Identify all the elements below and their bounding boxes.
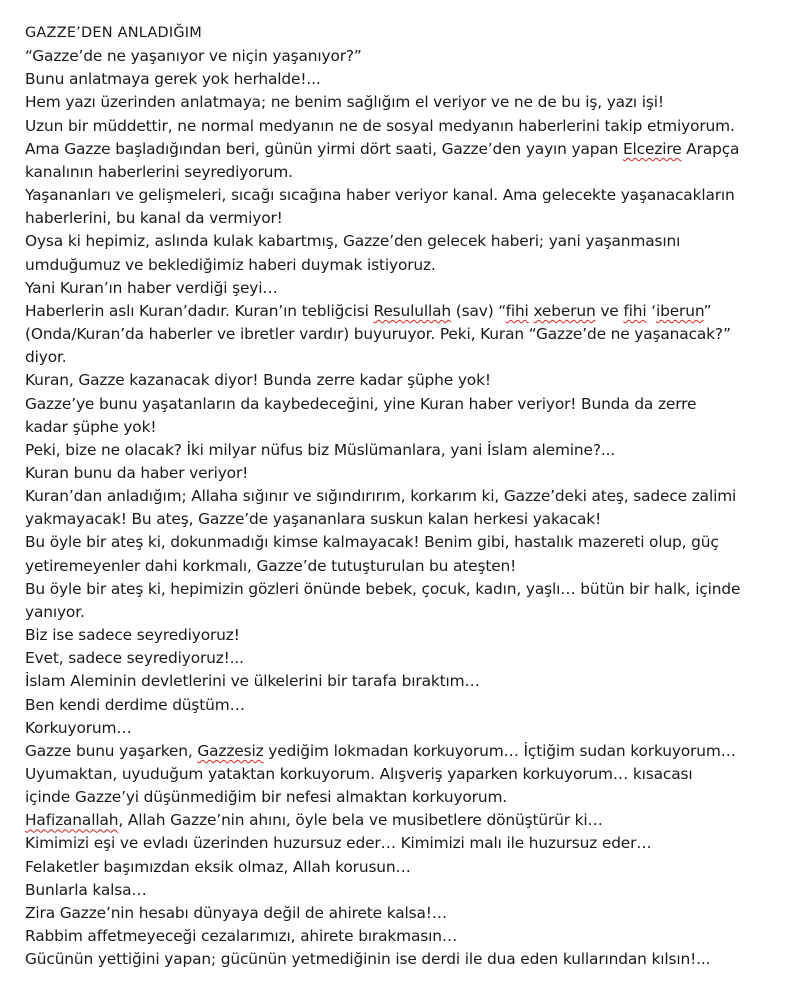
spellcheck-flag: fihi xyxy=(623,301,647,320)
text-line: Bunlarla kalsa… xyxy=(25,880,147,899)
text-line: Yaşananları ve gelişmeleri, sıcağı sıcağına haber veriyor kanal. Ama gelecekte yaşanacakların xyxy=(25,186,735,205)
spellcheck-flag: Hafizanallah xyxy=(25,811,119,830)
text-line: içinde Gazze’yi düşünmediğim bir nefesi almaktan korkuyorum. xyxy=(25,788,508,807)
spellcheck-flag: fihi xyxy=(505,301,529,320)
text-line: (Onda/Kuran’da haberler ve ibretler vardır) buyuruyor. Peki, Kuran “Gazze’de ne yaşanacak?” xyxy=(25,325,731,344)
text-line: Kuran’dan anladığım; Allaha sığınır ve sığındırırım, korkarım ki, Gazze’deki ateş, sadece zalimi xyxy=(25,487,737,506)
spellcheck-flag: xeberun xyxy=(533,301,596,320)
document-body xyxy=(25,22,783,971)
text-line: Oysa ki hepimiz, aslında kulak kabartmış, Gazze’den gelecek haberi; yani yaşanmasını xyxy=(25,232,681,251)
text-line: Gücünün yettiğini yapan; gücünün yetmediğinin ise derdi ile dua eden kullarından kılsın!... xyxy=(25,950,711,969)
spellcheck-flag: Gazzesiz xyxy=(197,741,264,760)
text-line: Haberlerin aslı Kuran’dadır. Kuran’ın tebliğcisi Resulullah (sav) “fihi xeberun ve fihi ‘iberun” xyxy=(25,301,712,320)
text-line: İslam Aleminin devletlerini ve ülkelerini bir tarafa bıraktım… xyxy=(25,672,480,691)
text-line: Rabbim affetmeyeceği cezalarımızı, ahirete bırakmasın… xyxy=(25,927,458,946)
text-line: yanıyor. xyxy=(25,602,85,621)
text-line: Peki, bize ne olacak? İki milyar nüfus biz Müslümanlara, yani İslam alemine?... xyxy=(25,440,616,459)
text-line: yetiremeyenler dahi korkmalı, Gazze’de tutuşturulan bu ateşten! xyxy=(25,556,517,575)
text-line: Korkuyorum… xyxy=(25,718,132,737)
text-line: Bunu anlatmaya gerek yok herhalde!... xyxy=(25,70,321,89)
text-line: yakmayacak! Bu ateş, Gazze’de yaşananlara suskun kalan herkesi yakacak! xyxy=(25,510,602,529)
text-line: Felaketler başımızdan eksik olmaz, Allah korusun… xyxy=(25,857,411,876)
text-line: Hafizanallah, Allah Gazze’nin ahını, öyle bela ve musibetlere dönüştürür ki… xyxy=(25,811,603,830)
text-line: Evet, sadece seyrediyoruz!... xyxy=(25,649,244,668)
text-line: kanalının haberlerini seyrediyorum. xyxy=(25,162,293,181)
text-line: Bu öyle bir ateş ki, hepimizin gözleri önünde bebek, çocuk, kadın, yaşlı… bütün bir halk, içinde xyxy=(25,579,741,598)
text-line: Kimimizi eşi ve evladı üzerinden huzursuz eder… Kimimizi malı ile huzursuz eder… xyxy=(25,834,652,853)
text-line: Gazze’ye bunu yaşatanların da kaybedeceğini, yine Kuran haber veriyor! Bunda da zerre xyxy=(25,394,697,413)
spellcheck-flag: iberun xyxy=(655,301,704,320)
spellcheck-flag: Elcezire xyxy=(622,139,682,158)
text-line: kadar şüphe yok! xyxy=(25,417,157,436)
text-line: haberlerini, bu kanal da vermiyor! xyxy=(25,209,283,228)
text-line: Uzun bir müddettir, ne normal medyanın ne de sosyal medyanın haberlerini takip etmiyorum. xyxy=(25,116,735,135)
text-line: Bu öyle bir ateş ki, dokunmadığı kimse kalmayacak! Benim gibi, hastalık mazereti olup, güç xyxy=(25,533,719,552)
text-line: Zira Gazze’nin hesabı dünyaya değil de ahirete kalsa!… xyxy=(25,903,448,922)
text-line: Ben kendi derdime düştüm… xyxy=(25,695,245,714)
text-line: Hem yazı üzerinden anlatmaya; ne benim sağlığım el veriyor ve ne de bu iş, yazı işi! xyxy=(25,93,664,112)
text-line: Biz ise sadece seyrediyoruz! xyxy=(25,626,240,645)
text-line: umduğumuz ve beklediğimiz haberi duymak istiyoruz. xyxy=(25,255,436,274)
document-lines xyxy=(25,45,783,971)
text-line: Ama Gazze başladığından beri, günün yirmi dört saati, Gazze’den yayın yapan Elcezire Arapça xyxy=(25,139,740,158)
text-line: Gazze bunu yaşarken, Gazzesiz yediğim lokmadan korkuyorum… İçtiğim sudan korkuyorum… xyxy=(25,741,736,760)
text-line: “Gazze’de ne yaşanıyor ve niçin yaşanıyor?” xyxy=(25,47,362,66)
text-line: Kuran bunu da haber veriyor! xyxy=(25,463,249,482)
text-line: Yani Kuran’ın haber verdiği şeyi… xyxy=(25,278,278,297)
document-title: GAZZE’DEN ANLADIĞIM xyxy=(25,25,202,41)
spellcheck-flag: Resulullah xyxy=(373,301,451,320)
text-line: Kuran, Gazze kazanacak diyor! Bunda zerre kadar şüphe yok! xyxy=(25,371,491,390)
text-line: diyor. xyxy=(25,348,67,367)
text-line: Uyumaktan, uyuduğum yataktan korkuyorum. Alışveriş yaparken korkuyorum… kısacası xyxy=(25,765,693,783)
